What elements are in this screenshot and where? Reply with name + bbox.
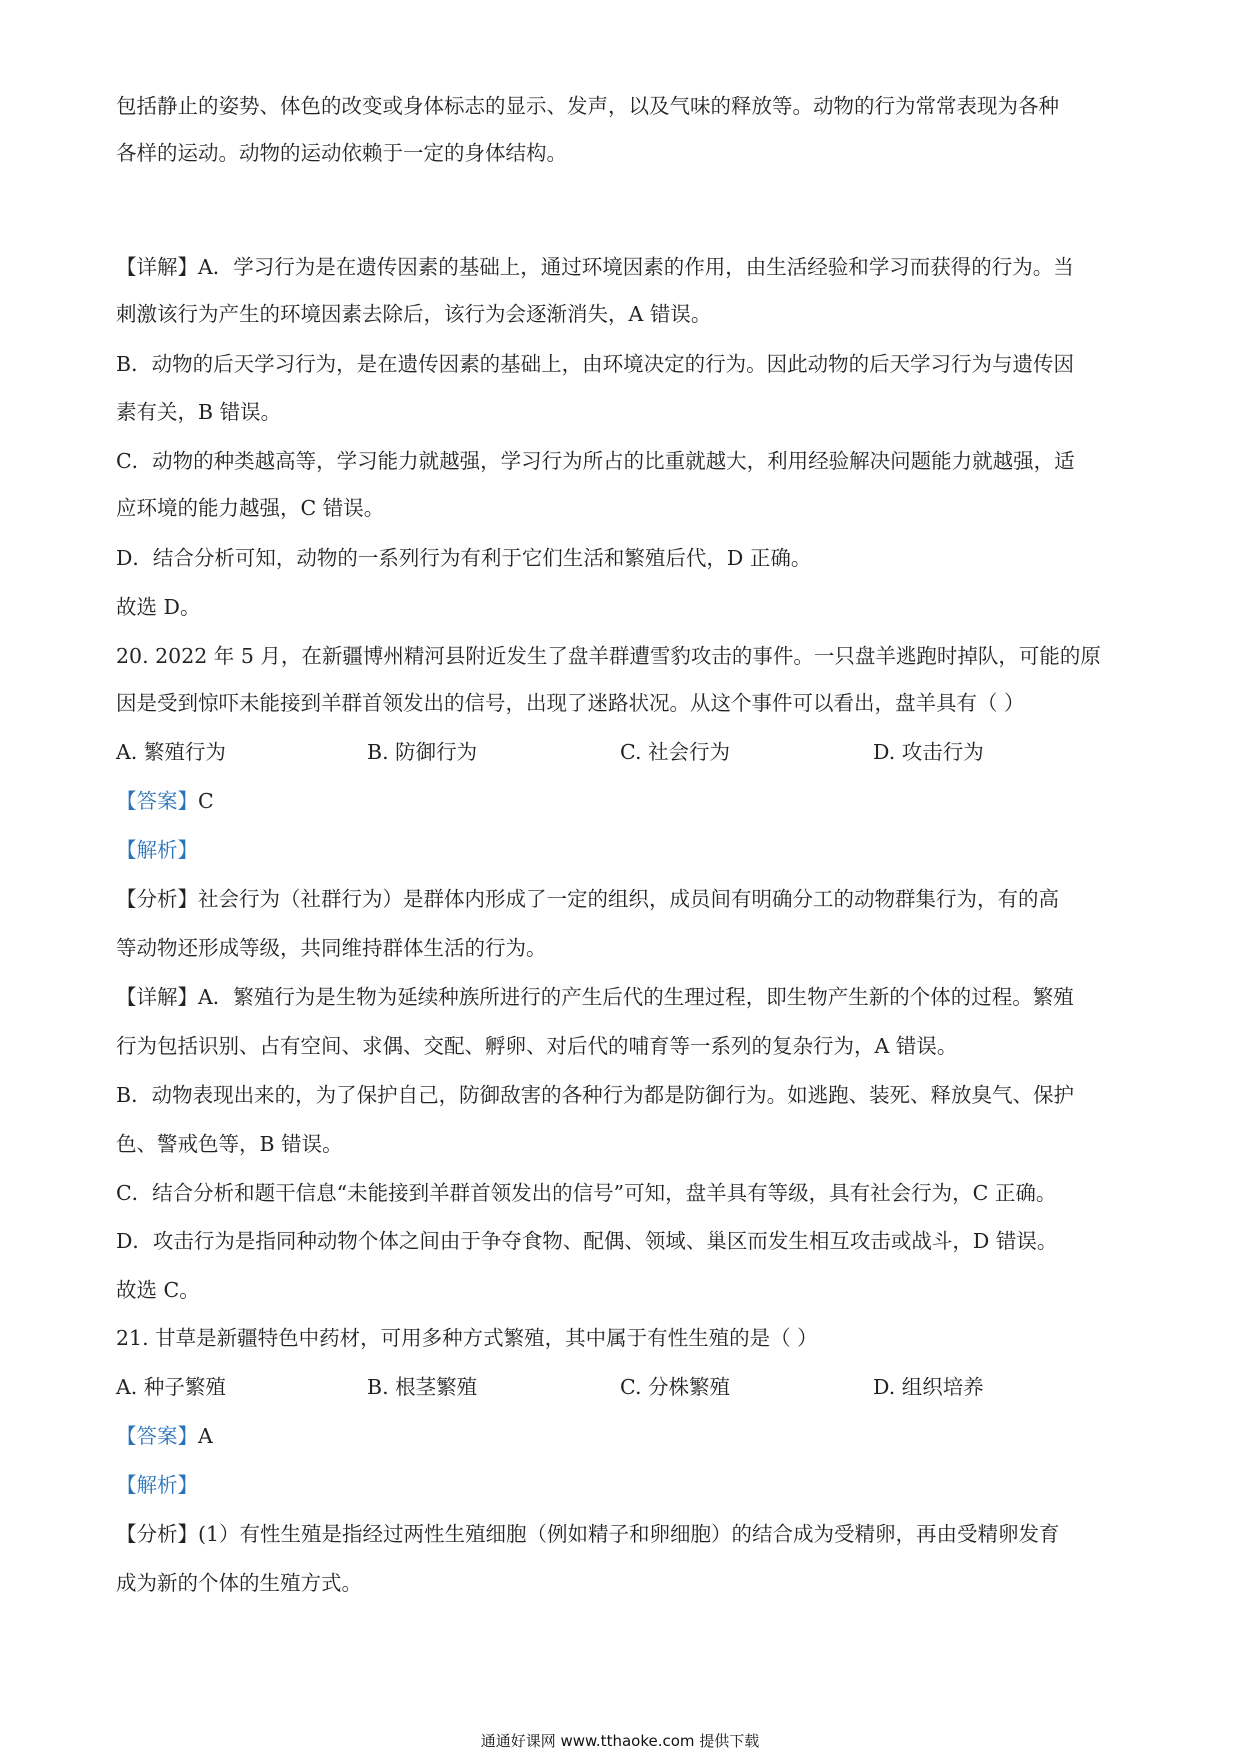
option-b: B. 防御行为	[367, 740, 478, 764]
answer-label: 【答案】	[116, 789, 198, 813]
text-line: C．结合分析和题干信息“未能接到羊群首领发出的信号”可知，盘羊具有等级，具有社会行为，C 正确。	[116, 1181, 1057, 1205]
option-a: A. 繁殖行为	[116, 740, 226, 764]
text-line: 【详解】A．繁殖行为是生物为延续种族所进行的产生后代的生理过程，即生物产生新的个体的过程。繁殖	[116, 985, 1074, 1009]
page-footer: 通通好课网 www.tthaoke.com 提供下载	[480, 1732, 760, 1750]
text-line: 【分析】社会行为（社群行为）是群体内形成了一定的组织，成员间有明确分工的动物群集行为，有的高	[116, 887, 1059, 911]
question-stem: 20. 2022 年 5 月，在新疆博州精河县附近发生了盘羊群遭雪豹攻击的事件。一只盘羊逃跑时掉队，可能的原	[116, 644, 1101, 668]
text-line: C．动物的种类越高等，学习能力就越强，学习行为所占的比重就越大，利用经验解决问题能力就越强，适	[116, 449, 1075, 473]
text-line: 故选 D。	[116, 595, 201, 619]
option-a: A. 种子繁殖	[116, 1375, 226, 1399]
option-c: C. 分株繁殖	[620, 1375, 730, 1399]
analysis-label: 【解析】	[116, 838, 198, 862]
option-b: B. 根茎繁殖	[367, 1375, 478, 1399]
text-line: D．攻击行为是指同种动物个体之间由于争夺食物、配偶、领域、巢区而发生相互攻击或战斗，D 错误。	[116, 1229, 1058, 1253]
text-line: 故选 C。	[116, 1278, 200, 1302]
text-line: 各样的运动。动物的运动依赖于一定的身体结构。	[116, 141, 567, 165]
answer-value: A	[198, 1424, 213, 1448]
text-line: 等动物还形成等级，共同维持群体生活的行为。	[116, 936, 547, 960]
text-line: 包括静止的姿势、体色的改变或身体标志的显示、发声，以及气味的释放等。动物的行为常常表现为各种	[116, 94, 1059, 118]
text-line: 刺激该行为产生的环境因素去除后，该行为会逐渐消失，A 错误。	[116, 302, 712, 326]
text-line: B．动物的后天学习行为，是在遗传因素的基础上，由环境决定的行为。因此动物的后天学习行为与遗传因	[116, 352, 1075, 376]
question-stem: 21. 甘草是新疆特色中药材，可用多种方式繁殖，其中属于有性生殖的是（ ）	[116, 1326, 818, 1350]
question-stem: 因是受到惊吓未能接到羊群首领发出的信号，出现了迷路状况。从这个事件可以看出，盘羊具有（ ）	[116, 691, 1025, 715]
text-line: 【分析】(1）有性生殖是指经过两性生殖细胞（例如精子和卵细胞）的结合成为受精卵，再由受精卵发育	[116, 1522, 1060, 1546]
text-line: D．结合分析可知，动物的一系列行为有利于它们生活和繁殖后代，D 正确。	[116, 546, 812, 570]
text-line: 色、警戒色等，B 错误。	[116, 1132, 343, 1156]
text-line: 行为包括识别、占有空间、求偶、交配、孵卵、对后代的哺育等一系列的复杂行为，A 错误。	[116, 1034, 958, 1058]
answer-line	[116, 1426, 213, 1447]
answer-value: C	[198, 789, 214, 813]
text-line: 应环境的能力越强，C 错误。	[116, 496, 385, 520]
answer-line	[116, 791, 214, 812]
option-d: D. 攻击行为	[873, 740, 984, 764]
analysis-label: 【解析】	[116, 1473, 198, 1497]
option-d: D. 组织培养	[873, 1375, 984, 1399]
text-line: 素有关，B 错误。	[116, 400, 282, 424]
option-c: C. 社会行为	[620, 740, 730, 764]
text-line: 【详解】A．学习行为是在遗传因素的基础上，通过环境因素的作用，由生活经验和学习而获得的行为。当	[116, 255, 1074, 279]
text-line: B．动物表现出来的，为了保护自己，防御敌害的各种行为都是防御行为。如逃跑、装死、释放臭气、保护	[116, 1083, 1075, 1107]
answer-label: 【答案】	[116, 1424, 198, 1448]
text-line: 成为新的个体的生殖方式。	[116, 1571, 362, 1595]
